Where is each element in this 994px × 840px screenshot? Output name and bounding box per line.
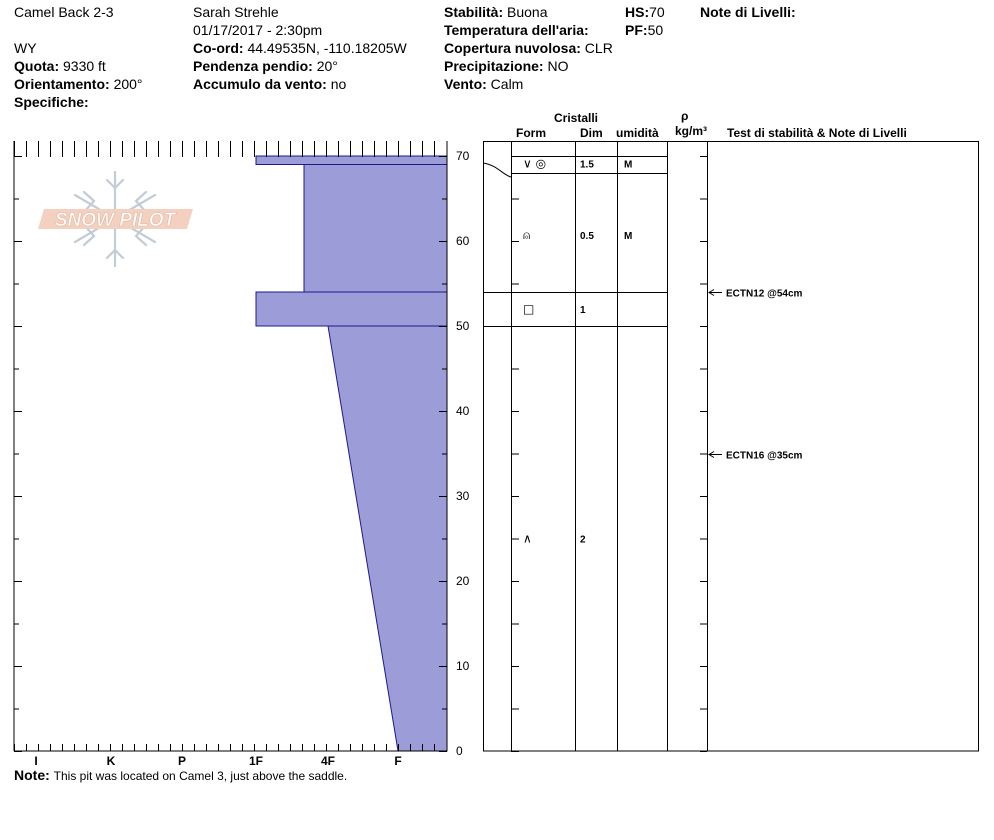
hardness-layer-3 xyxy=(328,326,447,751)
specifics-label: Specifiche: xyxy=(14,94,89,110)
coord-value: 44.49535N, -110.18205W xyxy=(247,40,407,56)
hardness-layer-1 xyxy=(304,165,447,293)
footer-note xyxy=(14,767,347,784)
precip-value: NO xyxy=(547,58,569,74)
hardness-label: K xyxy=(106,754,116,768)
depth-label: 30 xyxy=(456,489,470,503)
grain-size: 0.5 xyxy=(580,231,594,243)
grain-form: ⍝ xyxy=(523,228,531,243)
state: WY xyxy=(14,40,37,56)
crystals-header: Cristalli xyxy=(554,111,599,125)
test-label: ECTN12 @54cm xyxy=(726,288,803,300)
depth-label: 70 xyxy=(456,149,470,163)
stability-label: Stabilità: xyxy=(444,4,504,20)
depth-label: 60 xyxy=(456,234,470,248)
note-label: Note: xyxy=(14,767,50,783)
layer-notes-label: Note di Livelli: xyxy=(700,4,796,20)
depth-label: 20 xyxy=(456,574,470,588)
hardness-label: I xyxy=(34,754,38,768)
coord-label: Co-ord: xyxy=(193,40,244,56)
sky-label: Copertura nuvolosa: xyxy=(444,40,581,56)
grain-size: 2 xyxy=(580,534,586,546)
moisture: M xyxy=(624,231,633,243)
layer-table-frame xyxy=(484,142,979,752)
note-text: This pit was located on Camel 3, just above the saddle. xyxy=(53,769,348,783)
wind-loading-label: Accumulo da vento: xyxy=(193,76,327,92)
observer: Sarah Strehle xyxy=(193,4,279,20)
tests-header: Test di stabilità & Note di Livelli xyxy=(727,126,907,140)
grain-size: 1 xyxy=(580,305,586,316)
hs-label: HS: xyxy=(625,4,650,20)
hardness-label: 4F xyxy=(320,754,336,768)
air-temp-label: Temperatura dell'aria: xyxy=(444,22,589,38)
pf-label: PF: xyxy=(625,22,648,38)
precip-label: Precipitazione: xyxy=(444,58,544,74)
elevation-label: Quota: xyxy=(14,58,60,74)
depth-label: 50 xyxy=(456,319,470,333)
moisture-header: umidità xyxy=(616,126,659,140)
sky-value: CLR xyxy=(584,40,613,56)
slope-label: Pendenza pendio: xyxy=(193,58,313,74)
site-name: Camel Back 2-3 xyxy=(14,4,114,20)
depth-label: 10 xyxy=(456,659,470,673)
size-header: Dim xyxy=(580,126,603,140)
layer-connector-curve xyxy=(483,163,511,177)
datetime: 01/17/2017 - 2:30pm xyxy=(193,22,323,38)
slope-value: 20° xyxy=(316,58,338,74)
stability-value: Buona xyxy=(507,4,548,20)
hs-value: 70 xyxy=(649,4,665,20)
hardness-label: F xyxy=(394,754,402,768)
grain-form: □ xyxy=(523,302,535,316)
pf-value: 50 xyxy=(647,22,664,38)
aspect-value: 200° xyxy=(113,76,143,92)
hardness-labels xyxy=(34,754,401,768)
wind-value: Calm xyxy=(490,76,524,92)
density-unit-header: kg/m³ xyxy=(675,124,708,138)
grain-size: 1.5 xyxy=(580,159,594,171)
hardness-layer-2 xyxy=(256,292,447,326)
wind-label: Vento: xyxy=(444,76,487,92)
hardness-label: 1F xyxy=(248,754,264,768)
depth-label: 0 xyxy=(456,744,463,758)
hardness-profile xyxy=(256,156,447,751)
form-header: Form xyxy=(516,126,546,140)
table-ticks xyxy=(511,157,707,752)
layer-cells xyxy=(523,157,632,546)
grain-form: ∧ xyxy=(523,531,532,546)
hardness-layer-0 xyxy=(256,156,447,165)
moisture: M xyxy=(624,159,633,171)
rho-header: ρ xyxy=(681,109,689,123)
aspect-label: Orientamento: xyxy=(14,76,110,92)
logo-text: SNOW PILOT xyxy=(54,210,176,231)
stability-tests xyxy=(709,289,803,462)
hardness-label: P xyxy=(177,754,187,768)
wind-loading-value: no xyxy=(330,76,347,92)
test-label: ECTN16 @35cm xyxy=(726,450,803,462)
snowpilot-logo xyxy=(38,172,193,266)
grain-form: ∨ ◎ xyxy=(523,156,547,171)
depth-labels xyxy=(456,149,470,758)
depth-label: 40 xyxy=(456,404,470,418)
elevation-value: 9330 ft xyxy=(63,58,106,74)
